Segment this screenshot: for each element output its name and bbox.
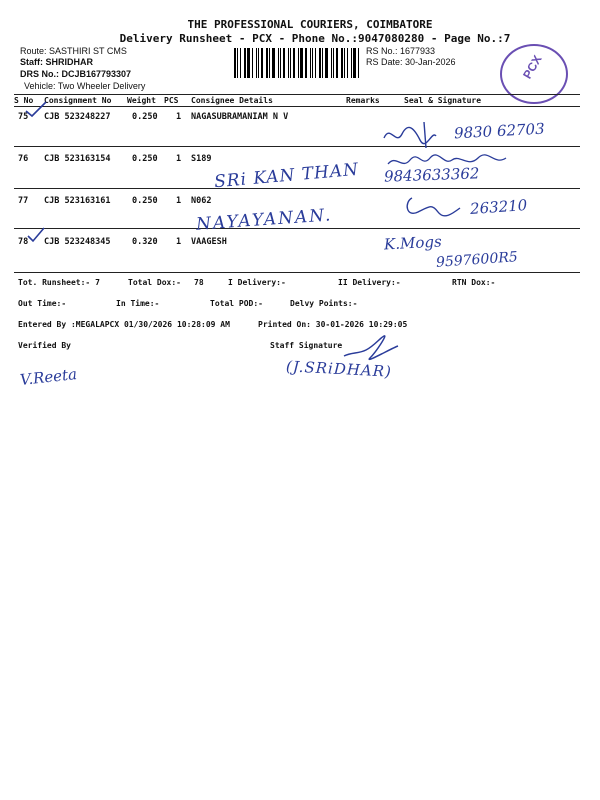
runsheet-subtitle: Delivery Runsheet - PCX - Phone No.:9047080280 - Page No.:7: [119, 32, 511, 45]
drs-number: DRS No.: DCJB167793307: [20, 69, 132, 79]
route: Route: SASTHIRI ST CMS: [20, 46, 127, 56]
row-consignee: NAGASUBRAMANIAM N V: [191, 112, 289, 122]
checkmark-icon: [26, 226, 46, 244]
row-sno: 77: [18, 196, 29, 206]
row-consignment-no: CJB 523163154: [44, 154, 111, 164]
barcode-image: [234, 48, 362, 78]
table-header-rule: [14, 106, 580, 107]
row-weight: 0.320: [132, 237, 158, 247]
pcx-stamp: [500, 44, 568, 104]
total-dox-value: 78: [194, 278, 204, 287]
table-bottom-rule: [14, 272, 580, 273]
col-sno: S No: [14, 96, 34, 105]
total-dox-label: Total Dox:-: [128, 278, 181, 287]
row-rule: [14, 146, 580, 147]
vehicle: Vehicle: Two Wheeler Delivery: [24, 81, 146, 91]
tot-runsheet: Tot. Runsheet:- 7: [18, 278, 100, 287]
row-consignee: VAAGESH: [191, 237, 227, 247]
row-rule: [14, 228, 580, 229]
printed-on: Printed On: 30-01-2026 10:29:05: [258, 320, 408, 329]
row-consignee: S189: [191, 154, 212, 164]
stamp-text: PCX: [520, 52, 545, 82]
rs-number: RS No.: 1677933: [366, 46, 436, 56]
staff-signature: (J.SRiDHAR): [285, 357, 393, 381]
entered-by: Entered By :MEGALAPCX 01/30/2026 10:28:09 AM: [18, 320, 230, 329]
signature-scribble: [404, 194, 464, 220]
row-consignment-no: CJB 523163161: [44, 196, 111, 206]
col-consignment-no: Consignment No: [44, 96, 112, 105]
row-weight: 0.250: [132, 196, 158, 206]
out-time: Out Time:-: [18, 299, 67, 308]
col-remarks: Remarks: [346, 96, 380, 105]
handwritten-signature: K.Mogs: [383, 232, 443, 254]
total-pod: Total POD:-: [210, 299, 263, 308]
col-seal-signature: Seal & Signature: [404, 96, 482, 105]
staff-signature-label: Staff Signature: [270, 341, 343, 350]
row-consignment-no: CJB 523248227: [44, 112, 111, 122]
rs-date: RS Date: 30-Jan-2026: [366, 57, 456, 67]
col-consignee-details: Consignee Details: [191, 96, 273, 105]
ii-delivery: II Delivery:-: [338, 278, 401, 287]
row-consignment-no: CJB 523248345: [44, 237, 111, 247]
col-pcs: PCS: [164, 96, 179, 105]
handwritten-name: NAYAYANAN.: [195, 205, 334, 235]
verified-signature: V.Reeta: [19, 365, 78, 389]
delvy-points: Delvy Points:-: [290, 299, 358, 308]
handwritten-phone: 9843633362: [383, 164, 480, 186]
in-time: In Time:-: [116, 299, 160, 308]
verified-by-label: Verified By: [18, 341, 71, 350]
table-top-rule: [14, 94, 580, 95]
row-weight: 0.250: [132, 154, 158, 164]
row-pcs: 1: [176, 112, 182, 122]
row-weight: 0.250: [132, 112, 158, 122]
handwritten-phone: 9830 62703: [453, 119, 546, 143]
staff: Staff: SHRIDHAR: [20, 57, 93, 67]
col-weight: Weight: [127, 96, 156, 105]
staff-signature-scribble: [340, 332, 400, 362]
row-sno: 76: [18, 154, 29, 164]
row-pcs: 1: [176, 154, 182, 164]
row-sno: 75: [18, 112, 29, 122]
row-pcs: 1: [176, 237, 182, 247]
company-title: THE PROFESSIONAL COURIERS, COIMBATORE: [187, 18, 433, 31]
signature-scribble: [380, 120, 440, 150]
i-delivery: I Delivery:-: [228, 278, 286, 287]
handwritten-name: SRi KAN THAN: [213, 159, 360, 193]
handwritten-phone: 9597600R5: [435, 249, 519, 271]
checkmark-icon: [24, 100, 48, 118]
row-rule: [14, 188, 580, 189]
row-consignee: N062: [191, 196, 212, 206]
rtn-dox: RTN Dox:-: [452, 278, 496, 287]
row-sno: 78: [18, 237, 29, 247]
handwritten-phone: 263210: [469, 196, 528, 218]
row-pcs: 1: [176, 196, 182, 206]
